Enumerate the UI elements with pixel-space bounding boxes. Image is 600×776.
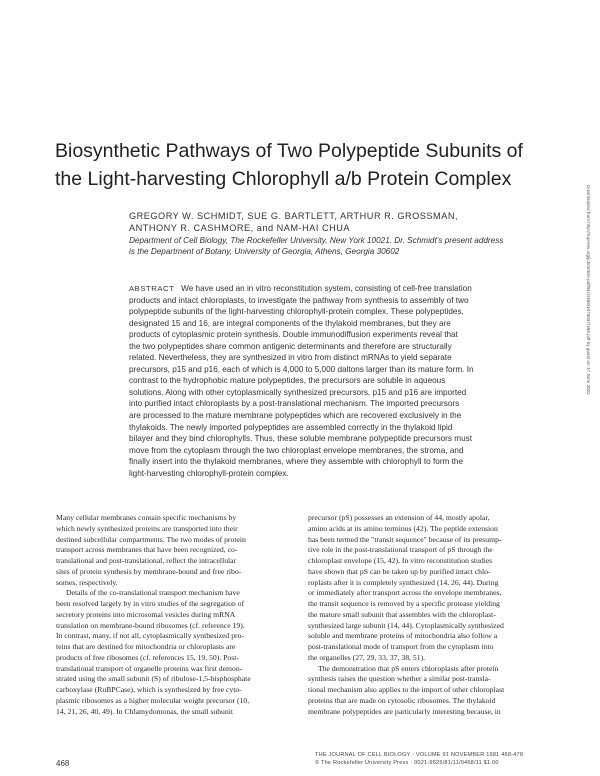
abstract-line: related. Nevertheless, they are synthesized in vitro from distinct mRNAs to yield separate (129, 353, 452, 363)
body-line: carboxylase (RuBPCase), which is synthesized by free cyto- (56, 685, 242, 694)
abstract-text: We have used an in vitro reconstitution system, consisting of cell-free translation (181, 284, 472, 293)
body-column-left (56, 513, 301, 717)
abstract-line: bilayer and they bind chlorophylls. Thus, these soluble membrane polypeptide precursors must (129, 434, 472, 444)
abstract (129, 283, 547, 479)
abstract-line: the two polypeptides share common antigenic determinants and therefore are structurally (129, 341, 452, 351)
authors-line-1: GREGORY W. SCHMIDT, SUE G. BARTLETT, ARTHUR R. GROSSMAN, (129, 211, 459, 221)
author-list (129, 210, 539, 234)
body-line: chloroplast envelope (15, 42). In vitro reconstitution studies (308, 556, 493, 565)
download-watermark: Downloaded from http://rupress.org/jcb/article-pdf/91/2/468/1075037/468.pdf by guest on 17 June 2022 (586, 185, 591, 395)
affiliation (129, 235, 549, 257)
journal-line-1: THE JOURNAL OF CELL BIOLOGY · VOLUME 91 NOVEMBER 1981 468-478 (315, 752, 524, 758)
body-line: roplasts after it is completely synthesized (14, 26, 44). During (308, 577, 499, 587)
body-line: tional mechanism also applies to the import of other chloroplast (308, 685, 505, 694)
body-column-right (308, 513, 554, 717)
body-line: In contrast, many, if not all, cytoplasmically synthesized pro- (56, 631, 245, 641)
body-line: transport across membranes that have been recognized, co- (56, 545, 238, 555)
abstract-line: polypeptide subunits of the light-harvesting chlorophyll-protein complex. These polypeptides, (129, 307, 464, 317)
body-line: 14, 21, 26, 40, 49). In Chlamydomonas, the small subunit (56, 706, 234, 716)
body-line: sites of protein synthesis by membrane-bound and free ribo- (56, 566, 242, 576)
affiliation-line-1: Department of Cell Biology, The Rockefeller University, New York 10021. Dr. Schmidt's present address (129, 236, 504, 245)
body-line: proteins that are made on cytosolic ribosomes. The thylakoid (308, 695, 496, 705)
body-line: membrane polypeptides are particularly interesting because, in (308, 706, 501, 716)
body-line: destined subcellular compartments. The two modes of protein (56, 534, 246, 544)
body-line: products of free ribosomes (cf. references 15, 19, 50). Post- (56, 652, 239, 662)
abstract-line: products and intact chloroplasts, to investigate the pathway from synthesis to assembly of two (129, 295, 469, 305)
body-line: Many cellular membranes contain specific mechanisms by (56, 513, 237, 522)
abstract-line: into purified intact chloroplasts by a post-translational mechanism. The imported precursors (129, 399, 460, 409)
abstract-line: designated 15 and 16, are integral components of the thylakoid membranes, but they are (129, 318, 451, 328)
body-line: soluble and membrane proteins of mitochondria also follow a (308, 631, 498, 641)
body-line: translation on membrane-bound ribosomes (cf. reference 19). (56, 620, 245, 630)
body-line: post-translational mode of transport from the cytoplasm into (308, 642, 494, 651)
body-line: the organelles (27, 29, 33, 37, 38, 51). (308, 652, 426, 662)
body-line: or immediately after transport across the envelope membranes, (308, 588, 502, 598)
body-line: tive role in the post-translational transport of pS through the (308, 545, 493, 555)
body-line: have shown that pS can be taken up by purified intact chlo- (308, 566, 491, 576)
body-line: synthesized large subunit (14, 44). Cytoplasmically synthesized (308, 620, 504, 630)
title-line-2: the Light-harvesting Chlorophyll a/b Protein Complex (55, 168, 512, 190)
abstract-line: light-harvesting chlorophyll-protein complex. (129, 468, 289, 478)
abstract-line (129, 283, 547, 295)
body-line: somes, respectively. (56, 577, 118, 587)
body-line: the mature small subunit that assembles with the chloroplast- (308, 609, 496, 619)
body-line: has been termed the "transit sequence" because of its presump- (308, 534, 502, 544)
body-line: been resolved largely by in vitro studies of the segregation of (56, 599, 245, 608)
authors-line-2: ANTHONY R. CASHMORE, and NAM-HAI CHUA (129, 223, 350, 233)
body-line: Details of the co-translational transport mechanism have (66, 588, 240, 598)
journal-citation (315, 751, 555, 767)
abstract-line: contrast to the hydrophobic mature polypeptides, the precursors are soluble in aqueous (129, 376, 446, 386)
body-line: translational and post-translational, reflect the intracellular (56, 556, 237, 565)
title-line-1: Biosynthetic Pathways of Two Polypeptide Subunits of (55, 140, 523, 162)
body-line: teins that are destined for mitochondria or chloroplasts are (56, 642, 236, 651)
page-number: 468 (56, 759, 70, 768)
affiliation-line-2: is the Department of Botany, University of Georgia, Athens, Georgia 30602 (129, 247, 400, 256)
article-title (55, 137, 555, 193)
journal-line-2: © The Rockefeller University Press · 0021-9525/81/11/0468/11 $1.00 (315, 760, 499, 766)
abstract-line: are processed to the mature membrane polypeptides which are recovered exclusively in the (129, 411, 462, 421)
body-line: the transit sequence is removed by a specific protease yielding (308, 599, 500, 608)
body-line: secretory proteins into microsomal vesicles during mRNA (56, 609, 236, 619)
body-line: amino acids at its amino terminus (42). The peptide extension (308, 523, 498, 533)
abstract-line: finally insert into the thylakoid membranes, where they assemble with chlorophyll to form the (129, 457, 464, 467)
abstract-line: products of cytoplasmic protein synthesis. Double immunodiffusion experiments reveal that (129, 330, 458, 340)
abstract-line: thylakoids. The newly imported polypeptides are assembled correctly in the thylakoid lipid (129, 422, 453, 432)
body-line: precursor (pS) possesses an extension of 44, mostly apolar, (308, 513, 490, 522)
abstract-line: move from the cytoplasm through the two chloroplast envelope membranes, the stroma, and (129, 445, 464, 455)
body-line: translational transport of organelle proteins was first demon- (56, 663, 243, 673)
body-line: strated using the small subunit (S) of ribulose-1,5-bisphosphate (56, 674, 251, 684)
abstract-label: ABSTRACT (129, 284, 175, 293)
body-line: The demonstration that pS enters chloroplasts after protein (318, 663, 499, 673)
abstract-line: solutions. Along with other cytoplasmically synthesized precursors, p15 and p16 are imported (129, 387, 467, 397)
body-line: plasmic ribosomes as a higher molecular weight precursor (10, (56, 695, 250, 705)
abstract-line: precursors, p15 and p16, each of which is 4,000 to 5,000 daltons larger than its mature form. In (129, 364, 474, 374)
body-line: which newly synthesized proteins are transported into their (56, 523, 238, 533)
body-line: synthesis raises the question whether a similar post-transla- (308, 674, 491, 684)
